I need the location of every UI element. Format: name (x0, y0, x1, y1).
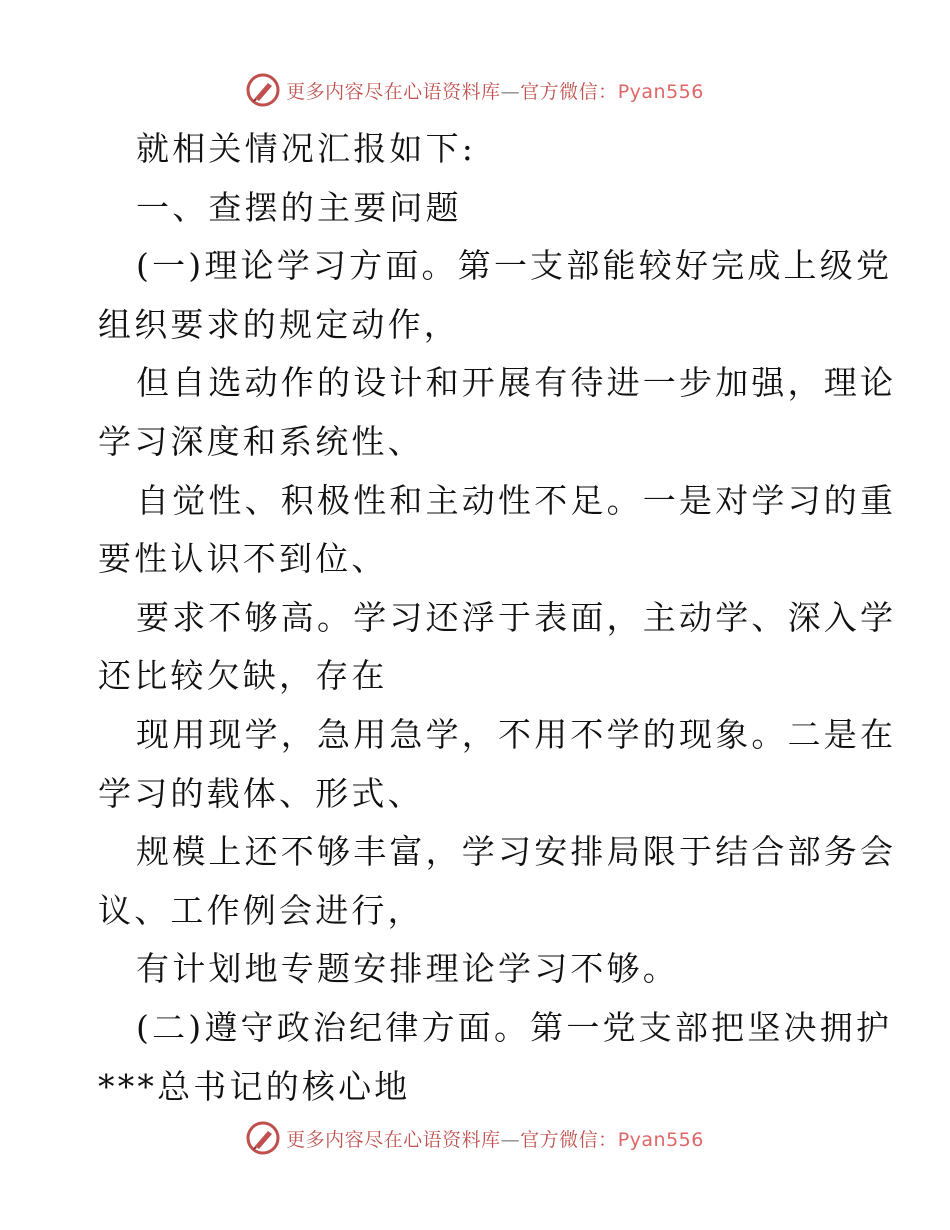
text-line: 就相关情况汇报如下: (136, 129, 477, 168)
text-line: 要性认识不到位、 (98, 539, 388, 579)
watermark-account: Pyan556 (617, 80, 704, 103)
text-line: 有计划地专题安排理论学习不够。 (136, 949, 679, 989)
pen-logo-icon (246, 1121, 280, 1155)
document-body (98, 120, 897, 1116)
watermark-text (286, 77, 704, 104)
text-line: 但自选动作的设计和开展有待进一步加强，理论 (136, 363, 897, 403)
watermark-separator: — (500, 1128, 521, 1151)
page-header-watermark (0, 72, 950, 108)
text-line: 规模上还不够丰富，学习安排局限于结合部务会 (136, 832, 897, 872)
text-line: 自觉性、积极性和主动性不足。一是对学习的重 (136, 480, 897, 520)
watermark-text (286, 1125, 704, 1152)
text-line: ***总书记的核心地 (98, 1066, 411, 1106)
text-line: 组织要求的规定动作， (98, 304, 460, 344)
watermark-account: Pyan556 (617, 1128, 704, 1151)
text-line: 要求不够高。学习还浮于表面，主动学、深入学 (136, 597, 897, 637)
text-line: 议、工作例会进行， (98, 890, 424, 930)
watermark-separator: — (500, 80, 521, 103)
page-footer-watermark (0, 1120, 950, 1156)
watermark-contact: 官方微信： (520, 80, 618, 103)
text-line: 学习深度和系统性、 (98, 421, 424, 461)
text-line: 一、查摆的主要问题 (136, 187, 462, 227)
text-line: 还比较欠缺，存在 (98, 656, 388, 696)
text-line: (二)遵守政治纪律方面。第一党支部把坚决拥护 (136, 1007, 893, 1047)
watermark-contact: 官方微信： (520, 1128, 618, 1151)
watermark-site: 更多内容尽在心语资料库 (286, 80, 501, 103)
watermark-site: 更多内容尽在心语资料库 (286, 1128, 501, 1151)
text-line: (一)理论学习方面。第一支部能较好完成上级党 (136, 246, 893, 286)
text-line: 学习的载体、形式、 (98, 773, 424, 813)
text-line: 现用现学，急用急学，不用不学的现象。二是在 (136, 714, 897, 754)
pen-logo-icon (246, 73, 280, 107)
